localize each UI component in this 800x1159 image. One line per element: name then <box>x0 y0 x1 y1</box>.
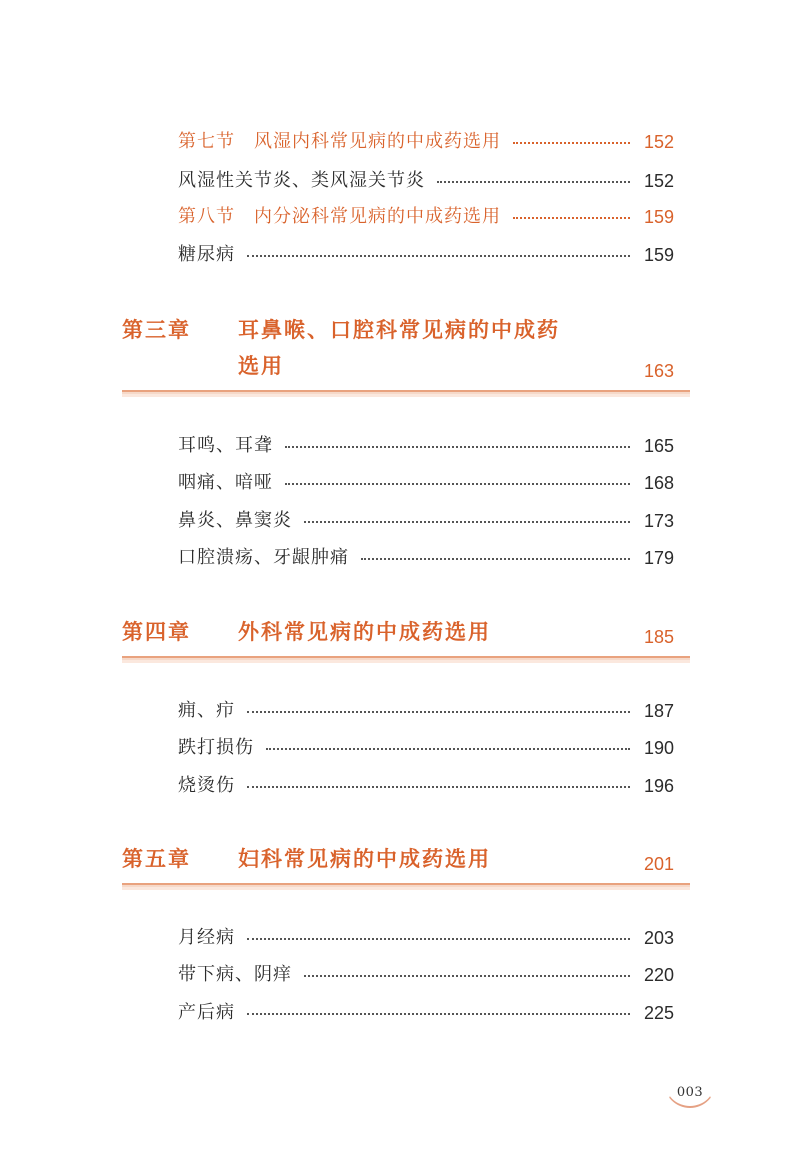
dot-leader <box>266 748 630 750</box>
toc-entry-page: 159 <box>643 245 674 265</box>
dot-leader <box>437 181 630 183</box>
toc-entry-sore-throat[interactable] <box>178 470 674 496</box>
chapter-number: 第三章 <box>122 317 191 342</box>
page-number <box>662 1080 718 1110</box>
toc-entry-label: 风湿性关节炎、类风湿关节炎 <box>178 170 425 191</box>
chapter-5-heading[interactable] <box>122 841 690 887</box>
toc-entry-page: 152 <box>643 132 674 152</box>
chapter-3-heading[interactable] <box>122 312 690 394</box>
chapter-title-line2: 选用 <box>238 353 284 378</box>
toc-entry-label: 月经病 <box>178 927 235 948</box>
chapter-title-line1: 耳鼻喉、口腔科常见病的中成药 <box>238 317 560 342</box>
toc-entry-label: 产后病 <box>178 1002 235 1023</box>
dot-leader <box>247 786 630 788</box>
toc-entry-page: 159 <box>643 207 674 227</box>
dot-leader <box>285 446 630 448</box>
dot-leader <box>304 975 630 977</box>
toc-entry-label: 烧烫伤 <box>178 775 235 796</box>
dot-leader <box>304 521 630 523</box>
chapter-title <box>122 841 690 877</box>
toc-entry-label: 第七节 风湿内科常见病的中成药选用 <box>178 131 501 152</box>
dot-leader <box>247 255 630 257</box>
toc-entry-label: 跌打损伤 <box>178 737 254 758</box>
toc-entry-carbuncle[interactable] <box>178 698 674 724</box>
dot-leader <box>247 711 630 713</box>
toc-entry-page: 225 <box>643 1003 674 1023</box>
chapter-page: 185 <box>643 627 674 647</box>
chapter-rule <box>122 883 690 887</box>
toc-entry-burns[interactable] <box>178 773 674 799</box>
toc-entry-injury[interactable] <box>178 735 674 761</box>
toc-entry-label: 糖尿病 <box>178 244 235 265</box>
toc-entry-page: 220 <box>643 965 674 985</box>
toc-entry-section-7[interactable] <box>178 129 674 155</box>
dot-leader <box>513 142 630 144</box>
toc-entry-label: 带下病、阴痒 <box>178 964 292 985</box>
toc-entry-page: 190 <box>643 738 674 758</box>
toc-entry-label: 第八节 内分泌科常见病的中成药选用 <box>178 206 501 227</box>
toc-entry-leukorrhea[interactable] <box>178 962 674 988</box>
chapter-rule <box>122 390 690 394</box>
dot-leader <box>513 217 630 219</box>
toc-entry-page: 179 <box>643 548 674 568</box>
chapter-number: 第五章 <box>122 846 191 871</box>
toc-entry-diabetes[interactable] <box>178 242 674 268</box>
dot-leader <box>247 1013 630 1015</box>
chapter-title-text: 妇科常见病的中成药选用 <box>238 846 491 871</box>
toc-entry-postpartum[interactable] <box>178 1000 674 1026</box>
chapter-title <box>122 614 690 650</box>
chapter-4-heading[interactable] <box>122 614 690 660</box>
toc-entry-page: 173 <box>643 511 674 531</box>
toc-entry-page: 203 <box>643 928 674 948</box>
chapter-rule <box>122 656 690 660</box>
toc-entry-rhinitis[interactable] <box>178 508 674 534</box>
toc-entry-label: 鼻炎、鼻窦炎 <box>178 510 292 531</box>
toc-entry-section-8[interactable] <box>178 204 674 230</box>
chapter-page: 163 <box>643 361 674 381</box>
toc-entry-page: 187 <box>643 701 674 721</box>
toc-entry-label: 口腔溃疡、牙龈肿痛 <box>178 547 349 568</box>
chapter-number: 第四章 <box>122 619 191 644</box>
toc-entry-page: 152 <box>643 171 674 191</box>
toc-entry-tinnitus[interactable] <box>178 433 674 459</box>
toc-entry-page: 168 <box>643 473 674 493</box>
chapter-page: 201 <box>643 854 674 874</box>
chapter-title <box>122 312 690 384</box>
toc-entry-page: 196 <box>643 776 674 796</box>
dot-leader <box>247 938 630 940</box>
chapter-title-text: 外科常见病的中成药选用 <box>238 619 491 644</box>
toc-entry-rheumatoid-arthritis[interactable] <box>178 168 674 194</box>
toc-entry-label: 咽痛、喑哑 <box>178 472 273 493</box>
toc-entry-label: 痈、疖 <box>178 700 235 721</box>
toc-entry-label: 耳鸣、耳聋 <box>178 435 273 456</box>
dot-leader <box>285 483 630 485</box>
dot-leader <box>361 558 630 560</box>
page-number-text: 003 <box>676 1085 704 1100</box>
toc-entry-page: 165 <box>643 436 674 456</box>
toc-entry-oral-ulcer[interactable] <box>178 545 674 571</box>
toc-entry-menstrual[interactable] <box>178 925 674 951</box>
